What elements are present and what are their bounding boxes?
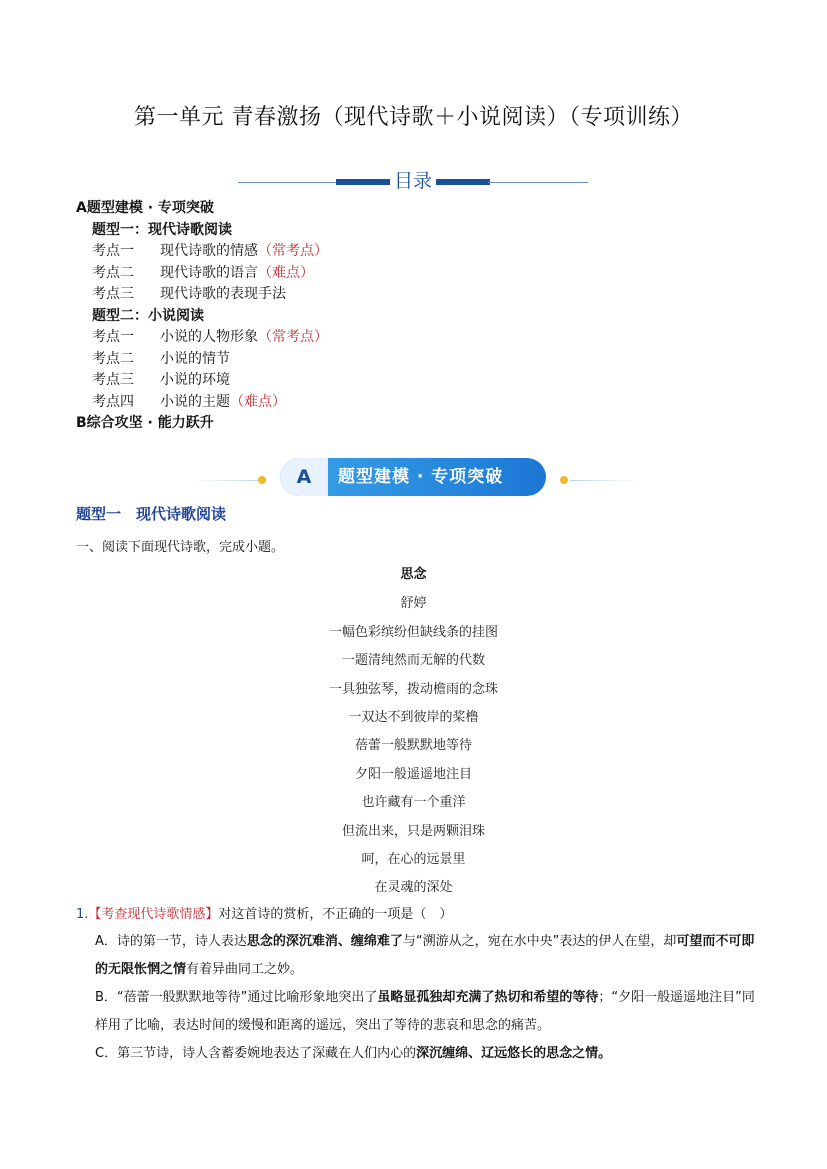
toc-item[interactable]: 考点二 现代诗歌的语言（难点） (92, 264, 314, 281)
toc-type-1[interactable]: 题型一：现代诗歌阅读 (92, 221, 232, 238)
option-a[interactable]: A．诗的第一节，诗人表达思念的深沉难消、缠绵难了与“溯游从之，宛在水中央”表达的伊人在望，却可望而不可即的无限怅惘之情有着异曲同工之妙。 (95, 934, 755, 977)
question-type-heading: 题型一 现代诗歌阅读 (76, 505, 227, 523)
poem-title: 思念 (400, 567, 427, 582)
poem-line: 一题清纯然而无解的代数 (341, 653, 485, 668)
banner-dot-left (258, 476, 266, 484)
section-banner (180, 456, 650, 496)
table-of-contents (76, 198, 328, 435)
option-b[interactable]: B．“蓓蕾一般默默地等待”通过比喻形象地突出了虽略显孤独却充满了热切和希望的等待；“夕阳一般遥遥地注目”同样用了比喻，表达时间的缓慢和距离的遥远，突出了等待的悲哀和思念的痛苦。 (95, 990, 755, 1033)
toc-type-2[interactable]: 题型二：小说阅读 (92, 307, 204, 324)
poem-line: 一双达不到彼岸的桨橹 (348, 710, 479, 725)
poem-line: 呵，在心的远景里 (361, 852, 466, 867)
toc-item[interactable]: 考点一 小说的人物形象（常考点） (92, 329, 328, 345)
toc-heading-bar (0, 166, 827, 196)
toc-heading: 目录 (390, 166, 436, 193)
question-number: 1. (76, 907, 89, 922)
toc-item[interactable]: 考点三 现代诗歌的表现手法 (92, 286, 286, 302)
divider-left-thin (238, 182, 338, 183)
question-stem (76, 903, 452, 922)
question-tag: 【考查现代诗歌情感】 (88, 907, 219, 922)
divider-right-bar (436, 179, 490, 185)
page-title: 第一单元 青春激扬（现代诗歌＋小说阅读）（专项训练） (134, 105, 693, 130)
poem-line: 也许藏有一个重洋 (361, 795, 466, 810)
toc-item[interactable]: 考点四 小说的主题（难点） (92, 393, 286, 410)
divider-left-bar (336, 179, 390, 185)
banner-pill (280, 458, 546, 496)
poem-line: 夕阳一般遥遥地注目 (354, 767, 472, 782)
poem-line: 一幅色彩缤纷但缺线条的挂图 (328, 625, 498, 640)
toc-section-a[interactable]: A题型建模 · 专项突破 (76, 200, 214, 216)
poem-line: 蓓蕾一般默默地等待 (354, 738, 472, 753)
toc-item[interactable]: 考点二 小说的情节 (92, 350, 230, 367)
poem-line: 一具独弦琴，拨动檐雨的念珠 (328, 682, 498, 697)
banner-letter: A (280, 458, 328, 496)
banner-line-left (190, 480, 260, 481)
banner-line-right (570, 480, 640, 481)
banner-dot-right (560, 476, 568, 484)
poem-line: 但流出来，只是两颗泪珠 (341, 824, 485, 839)
poem-author: 舒婷 (400, 596, 427, 611)
instruction: 一、阅读下面现代诗歌，完成小题。 (76, 540, 285, 555)
question-text: 对这首诗的赏析，不正确的一项是（ ） (218, 907, 453, 922)
toc-section-b[interactable]: B综合攻坚 · 能力跃升 (76, 415, 214, 431)
toc-item[interactable]: 考点三 小说的环境 (92, 372, 230, 388)
toc-item[interactable]: 考点一 现代诗歌的情感（常考点） (92, 243, 328, 259)
poem-line: 在灵魂的深处 (374, 880, 453, 895)
divider-right-thin (488, 182, 588, 183)
banner-text: 题型建模 · 专项突破 (338, 467, 504, 487)
option-c[interactable]: C．第三节诗，诗人含蓄委婉地表达了深藏在人们内心的深沉缠绵、辽远悠长的思念之情。 (95, 1046, 612, 1061)
